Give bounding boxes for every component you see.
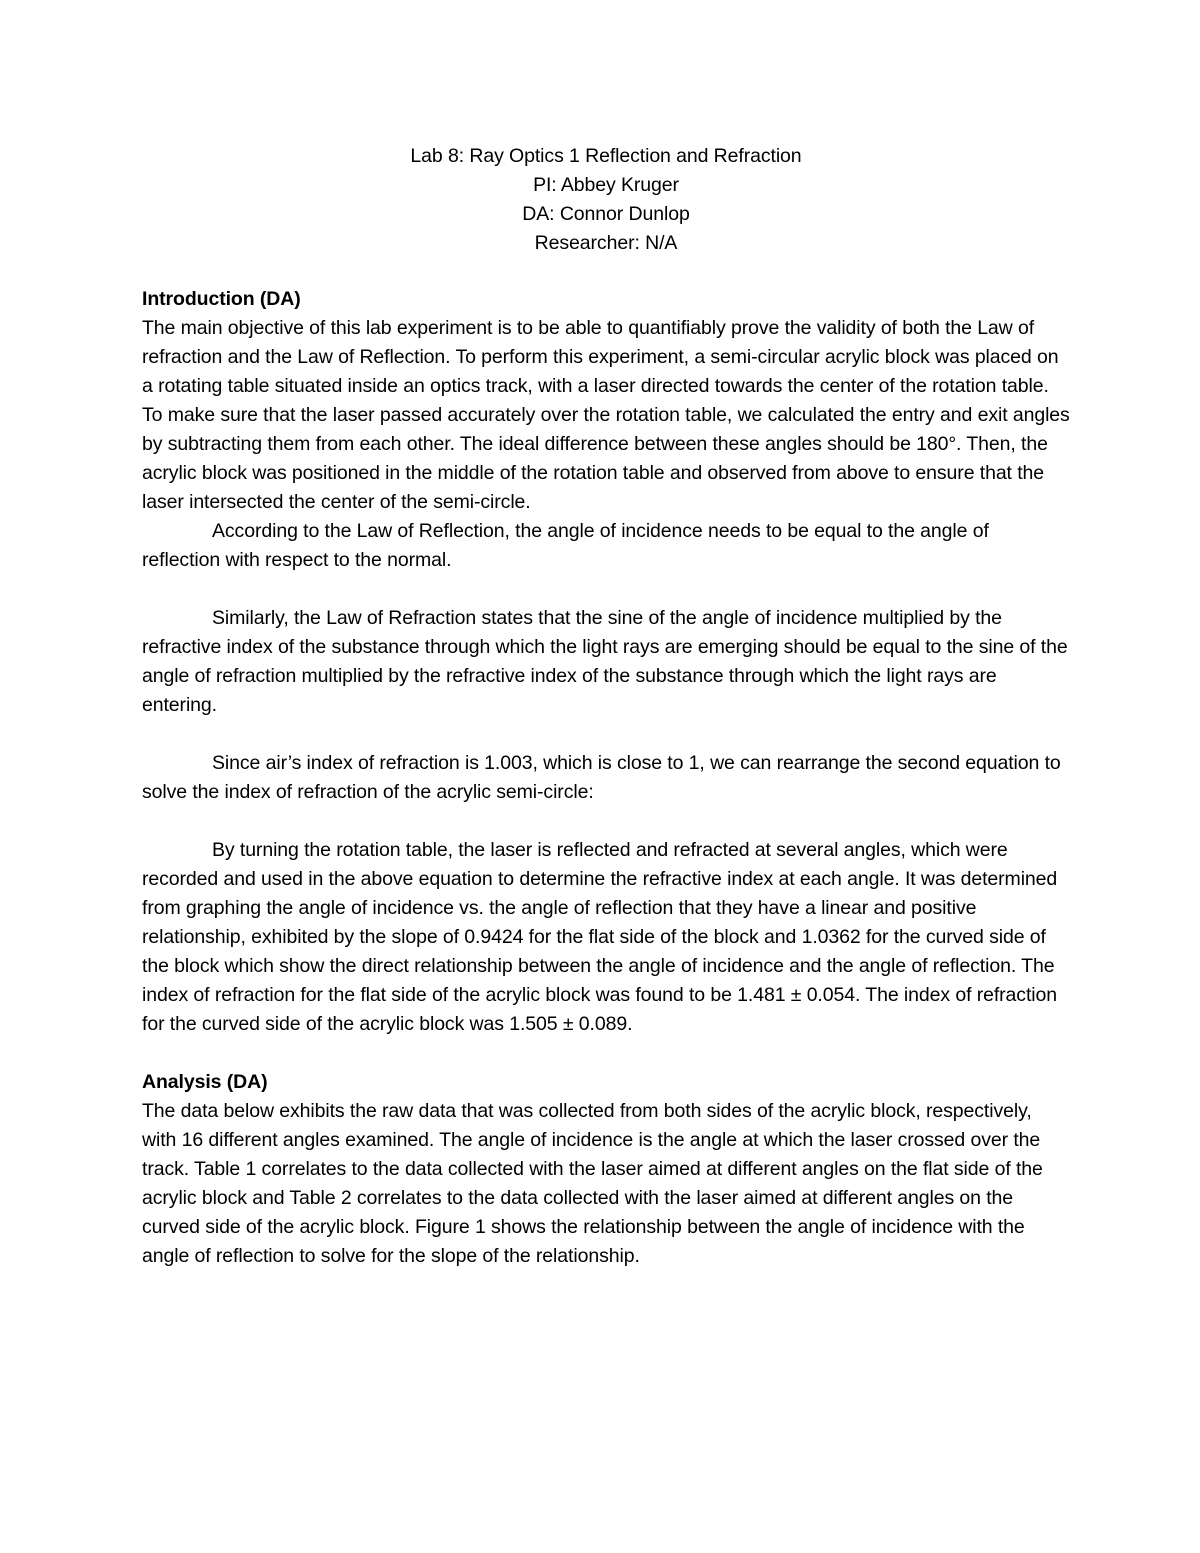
document-header xyxy=(142,142,1070,258)
document-title: Lab 8: Ray Optics 1 Reflection and Refraction xyxy=(410,145,802,167)
introduction-paragraph-1: The main objective of this lab experiment is to be able to quantifiably prove the validity of both the Law of refraction and the Law of Reflection. To perform this experiment, a semi-circular acrylic block was placed on a rotating table situated inside an optics track, with a laser directed towards the center of the rotation table. To make sure that the laser passed accurately over the rotation table, we calculated the entry and exit angles by subtracting them from each other. The ideal difference between these angles should be 180°. Then, the acrylic block was positioned in the middle of the rotation table and observed from above to ensure that the laser intersected the center of the semi-circle. xyxy=(142,317,1070,513)
researcher-credit: Researcher: N/A xyxy=(534,232,678,254)
introduction-paragraph-2: According to the Law of Reflection, the angle of incidence needs to be equal to the angle of reflection with respect to the normal. xyxy=(142,520,989,571)
document-body xyxy=(142,285,1070,1271)
da-credit: DA: Connor Dunlop xyxy=(522,203,690,225)
spacer xyxy=(142,1039,1070,1068)
introduction-paragraph-5: By turning the rotation table, the laser is reflected and refracted at several angles, which were recorded and used in the above equation to determine the refractive index at each angle. It was determined from graphing the angle of incidence vs. the angle of reflection that they have a linear and positive relationship, exhibited by the slope of 0.9424 for the flat side of the block and 1.0362 for the curved side of the block which show the direct relationship between the angle of incidence and the angle of reflection. The index of refraction for the flat side of the acrylic block was found to be 1.481 ± 0.054. The index of refraction for the curved side of the acrylic block was 1.505 ± 0.089. xyxy=(142,839,1058,1035)
analysis-heading: Analysis (DA) xyxy=(142,1071,268,1093)
introduction-paragraph-4: Since air’s index of refraction is 1.003, which is close to 1, we can rearrange the second equation to solve the index of refraction of the acrylic semi-circle: xyxy=(142,752,1061,803)
introduction-heading: Introduction (DA) xyxy=(142,288,301,310)
analysis-paragraph-1: The data below exhibits the raw data that was collected from both sides of the acrylic block, respectively, with 16 different angles examined. The angle of incidence is the angle at which the laser crossed over the track. Table 1 correlates to the data collected with the laser aimed at different angles on the flat side of the acrylic block and Table 2 correlates to the data collected with the laser aimed at different angles on the curved side of the acrylic block. Figure 1 shows the relationship between the angle of incidence with the angle of reflection to solve for the slope of the relationship. xyxy=(142,1100,1043,1267)
spacer xyxy=(142,575,1070,604)
pi-credit: PI: Abbey Kruger xyxy=(533,174,679,196)
spacer xyxy=(142,720,1070,749)
introduction-paragraph-3: Similarly, the Law of Refraction states that the sine of the angle of incidence multiplied by the refractive index of the substance through which the light rays are emerging should be equal to the sine of the angle of refraction multiplied by the refractive index of the substance through which the light rays are entering. xyxy=(142,607,1068,716)
spacer xyxy=(142,807,1070,836)
